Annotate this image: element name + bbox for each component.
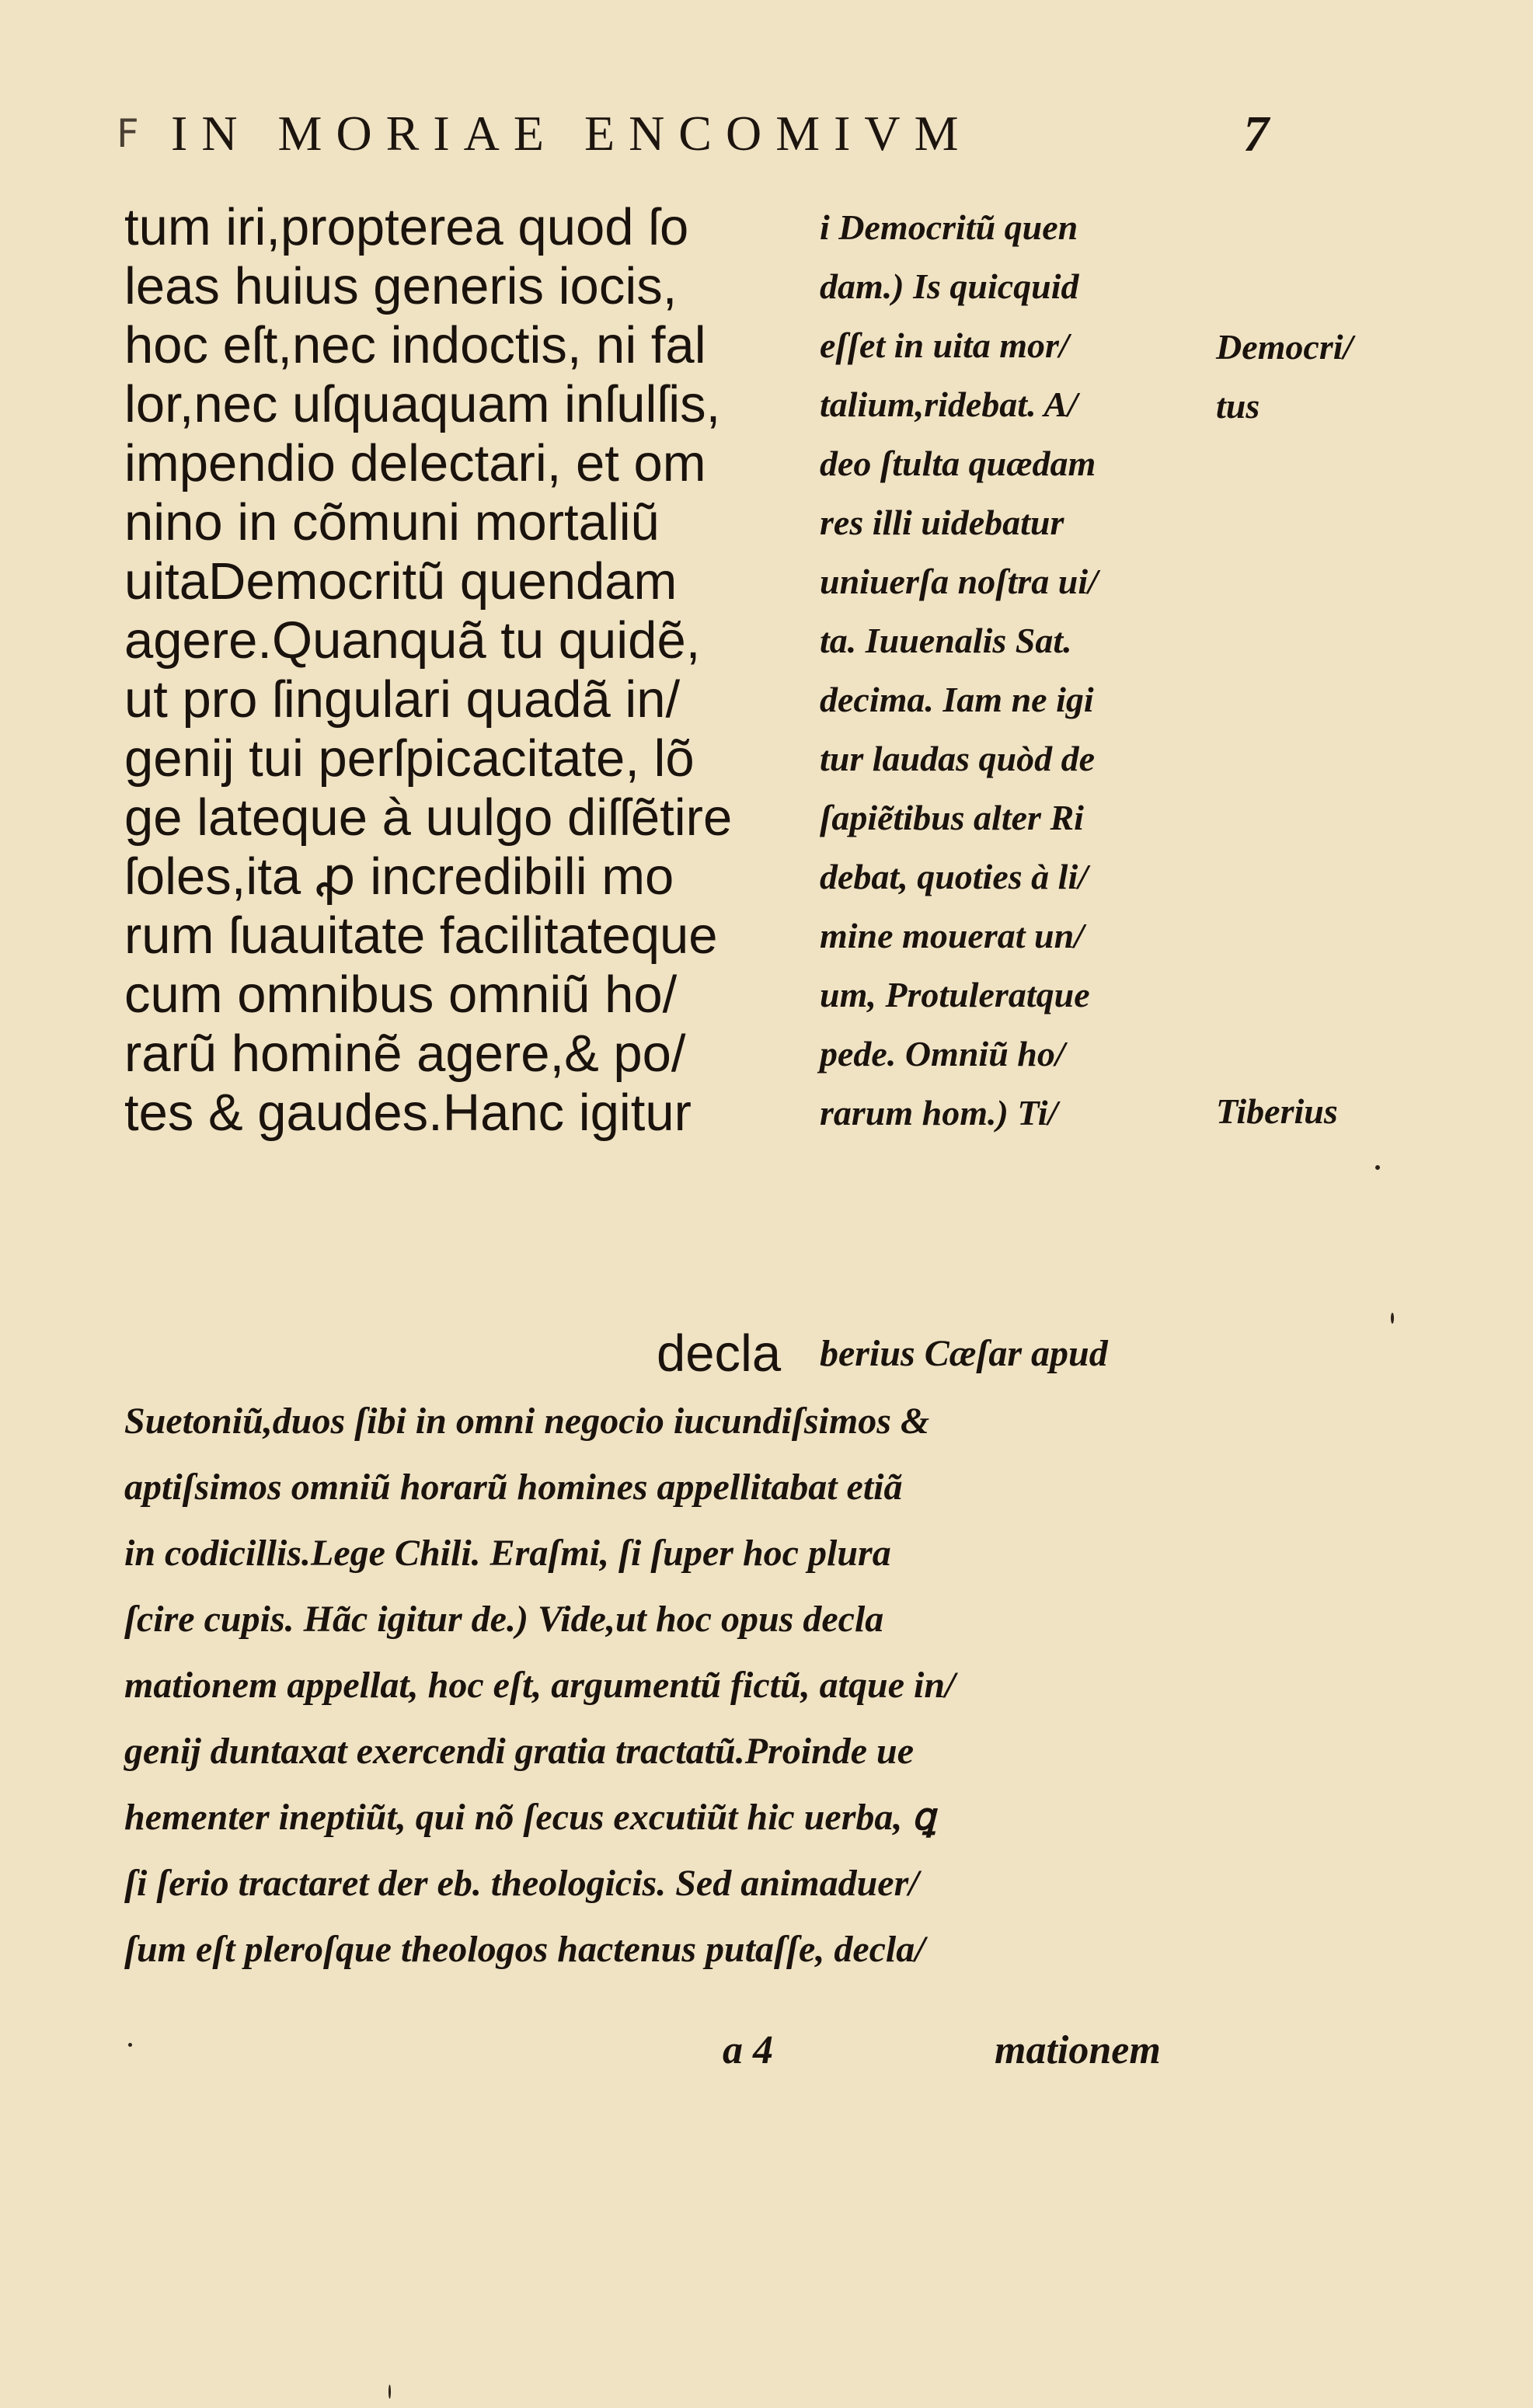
gloss-line: dam.) Is quicquid <box>820 266 1079 306</box>
gloss-line: pede. Omniũ ho/ <box>820 1034 1065 1074</box>
full-width-line: mationem appellat, hoc eſt, argumentũ fictũ, atque in/ <box>124 1665 956 1706</box>
ink-speck <box>128 2043 132 2047</box>
full-width-line: hementer ineptiũt, qui nõ ſecus excutiũt hic uerba, ꝗ <box>124 1797 935 1838</box>
margin-note: Tiberius <box>1216 1091 1338 1131</box>
main-line: uitaDemocritũ quendam <box>124 552 678 611</box>
gloss-line: talium,ridebat. A/ <box>820 385 1078 424</box>
gloss-line: um, Protuleratque <box>820 975 1090 1014</box>
full-width-line: aptiſsimos omniũ horarũ homines appellitabat etiã <box>124 1467 903 1508</box>
full-width-line: Suetoniũ,duos ſibi in omni negocio iucundiſsimos & <box>124 1401 930 1442</box>
header-mark: F <box>117 111 139 156</box>
signature-line <box>699 2027 1243 2090</box>
main-line: ge lateque à uulgo diſſẽtire <box>124 788 733 847</box>
decla-word: decla <box>657 1324 782 1383</box>
gloss-line: mine mouerat un/ <box>820 916 1084 955</box>
main-line: nino in cõmuni mortaliũ <box>124 493 660 552</box>
gloss-line: berius Cæſar apud <box>820 1333 1108 1374</box>
margin-note: Democri/ <box>1216 327 1354 367</box>
full-width-line: in codicillis.Lege Chili. Eraſmi, ſi ſuper hoc plura <box>124 1533 891 1574</box>
gloss-line: decima. Iam ne igi <box>820 680 1094 719</box>
gloss-line: uniuerſa noſtra ui/ <box>820 562 1098 601</box>
gloss-line: rarum hom.) Ti/ <box>820 1093 1058 1133</box>
ink-speck <box>1391 1313 1394 1324</box>
gloss-line: ſapiẽtibus alter Ri <box>820 798 1084 837</box>
signature-mark: a 4 <box>723 2028 773 2072</box>
gloss-line: tur laudas quòd de <box>820 739 1096 778</box>
gloss-line: eſſet in uita mor/ <box>820 325 1069 365</box>
full-width-line: ſi ſerio tractaret der eb. theologicis. Sed animaduer/ <box>124 1863 919 1904</box>
full-width-line: ſcire cupis. Hãc igitur de.) Vide,ut hoc opus decla <box>124 1599 884 1640</box>
main-line: ſoles,ita ꝓ incredibili mo <box>124 847 674 906</box>
page-number: 7 <box>1243 106 1269 162</box>
gloss-line: res illi uidebatur <box>820 503 1064 542</box>
full-width-line: genij duntaxat exercendi gratia tractatũ.Proinde ue <box>124 1731 915 1772</box>
main-line: agere.Quanquã tu quidẽ, <box>124 611 701 670</box>
main-line: leas huius generis iocis, <box>124 257 678 315</box>
full-width-line: ſum eſt pleroſque theologos hactenus putaſſe, decla/ <box>124 1929 925 1970</box>
ink-speck <box>1375 1165 1380 1170</box>
main-line: tum iri,propterea quod ſo <box>124 198 689 256</box>
gloss-line: deo ſtulta quædam <box>820 444 1096 483</box>
main-line: hoc eſt,nec indoctis, ni fal <box>124 316 706 374</box>
gloss-line: debat, quoties à li/ <box>820 857 1088 896</box>
gloss-line: i Democritũ quen <box>820 207 1078 247</box>
running-title: IN MORIAE ENCOMIVM <box>171 106 973 161</box>
margin-note: tus <box>1216 386 1260 426</box>
page-header <box>117 105 1269 175</box>
main-line: ut pro ſingulari quadã in/ <box>124 670 681 729</box>
main-line: tes & gaudes.Hanc igitur <box>124 1084 692 1142</box>
main-line: lor,nec uſquaquam inſulſis, <box>124 375 721 433</box>
catchword: mationem <box>995 2028 1161 2072</box>
main-line: rum ſuauitate facilitateque <box>124 906 718 965</box>
main-line: genij tui perſpicacitate, lõ <box>124 729 695 788</box>
main-line: rarũ hominẽ agere,& po/ <box>124 1025 686 1083</box>
main-line: cum omnibus omniũ ho/ <box>124 966 678 1024</box>
main-line: impendio delectari, et om <box>124 434 706 492</box>
ink-speck <box>388 2385 391 2399</box>
gloss-line: ta. Iuuenalis Sat. <box>820 621 1072 660</box>
